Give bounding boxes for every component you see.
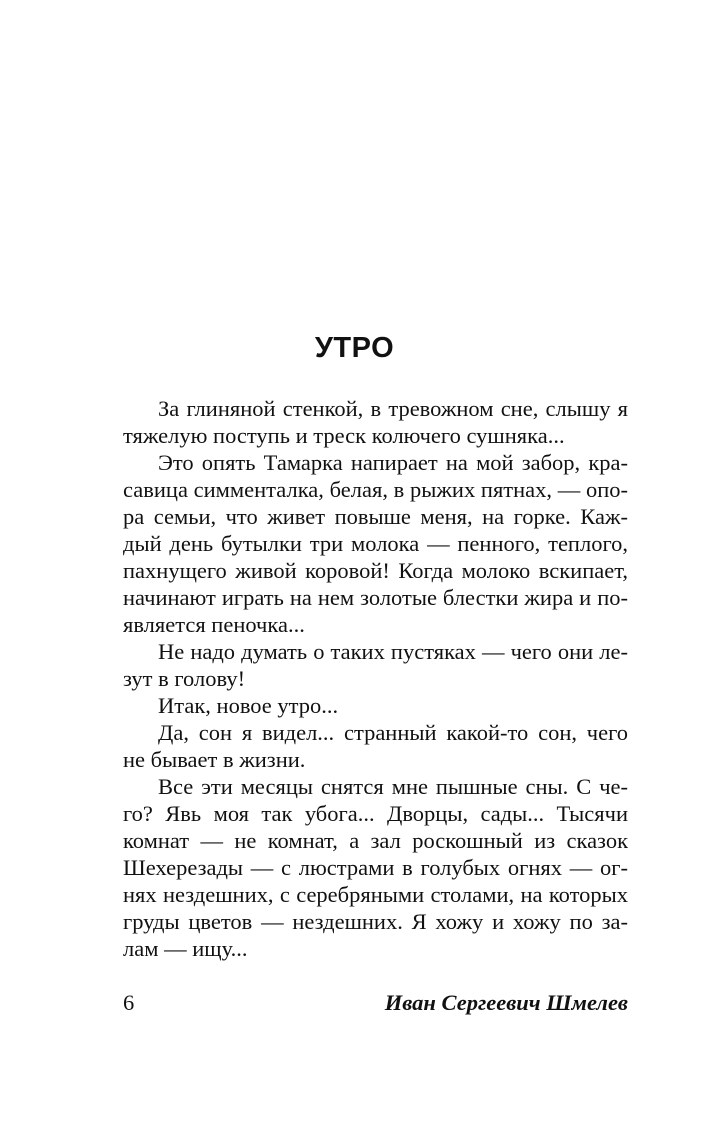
- text-line: является пеночка...: [123, 612, 305, 637]
- text-line: го? Явь моя так убога... Дворцы, сады... Тысячи: [123, 801, 628, 826]
- text-line: савица симменталка, белая, в рыжих пятнах, — опо-: [123, 477, 628, 502]
- page-footer: [123, 990, 628, 1020]
- text-line: пахнущего живой коровой! Когда молоко вскипает,: [123, 558, 628, 583]
- text-line: Да, сон я видел... странный какой-то сон, чего: [158, 720, 628, 745]
- text-line: Шехерезады — с люстрами в голубых огнях — ог-: [123, 855, 628, 880]
- text-line: ра семьи, что живет повыше меня, на горке. Каж-: [123, 504, 628, 529]
- text-line: Это опять Тамарка напирает на мой забор, кра-: [158, 450, 628, 475]
- text-line: Все эти месяцы снятся мне пышные сны. С че-: [158, 774, 628, 799]
- text-line: груды цветов — нездешних. Я хожу и хожу по за-: [123, 909, 628, 934]
- page-number: 6: [123, 990, 135, 1015]
- text-line: Не надо думать о таких пустяках — чего они ле-: [158, 639, 628, 664]
- text-line: лам — ищу...: [123, 936, 248, 961]
- text-line: комнат — не комнат, а зал роскошный из сказок: [123, 828, 628, 853]
- text-line: дый день бутылки три молока — пенного, теплого,: [123, 531, 628, 556]
- text-line: начинают играть на нем золотые блестки жира и по-: [123, 585, 628, 610]
- chapter-title: УТРО: [314, 332, 395, 364]
- running-footer-author: Иван Сергеевич Шмелев: [384, 990, 628, 1015]
- text-line: Итак, новое утро...: [158, 693, 339, 718]
- text-line: тяжелую поступь и треск колючего сушняка...: [123, 423, 565, 448]
- text-line: зут в голову!: [123, 666, 246, 691]
- body-text: [123, 395, 628, 962]
- text-line: За глиняной стенкой, в тревожном сне, слышу я: [158, 396, 628, 421]
- text-line: нях нездешних, с серебряными столами, на которых: [123, 882, 628, 907]
- text-line: не бывает в жизни.: [123, 747, 306, 772]
